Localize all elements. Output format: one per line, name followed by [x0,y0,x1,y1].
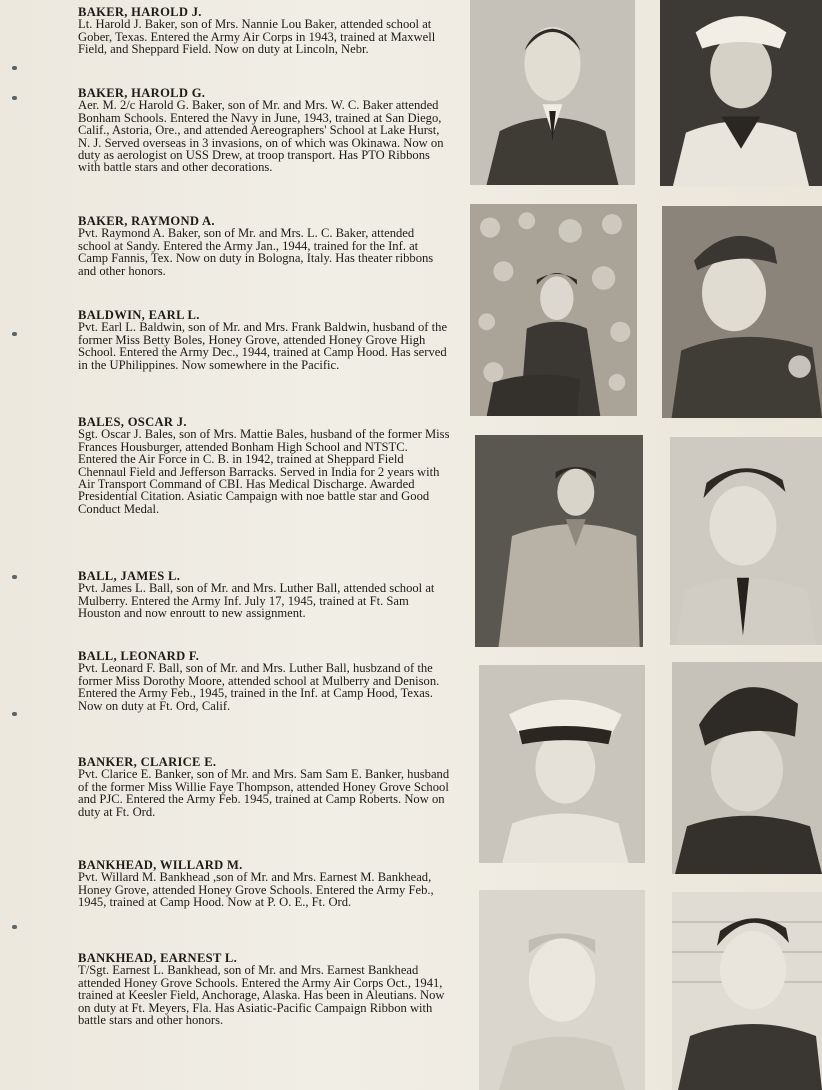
entry-bio: Sgt. Oscar J. Bales, son of Mrs. Mattie Bales, husband of the former Miss Frances Housburger, attended Bonham High School and NTSTC. Entered the Air Force in C. B. in 1942, trained at Sheppard Field Chennaul Field and Jefferson Barracks. Served in India for 2 years with Air Transport Command of CBI. Has Medical Discharge. Awarded Presidential Citation. Asiatic Campaign with noe battle star and Good Conduct Medal. [78,427,450,516]
entry-name: BANKHEAD, WILLARD M. [78,858,243,872]
entry-bio: Pvt. Earl L. Baldwin, son of Mr. and Mrs. Frank Baldwin, husband of the former Miss Betty Boles, Honey Grove, attended Honey Grove High School. Entered the Army Dec., 1944, trained at Camp Hood. Has served in the UPhilippines. Now somewhere in the Pacific. [78,320,448,372]
entry-name: BALL, LEONARD F. [78,649,200,663]
portrait-photo-bankhead-willard-m [479,890,645,1090]
sailor-portrait-image [660,0,822,186]
portrait-photo-ball-leonard-f [672,662,822,874]
entry-bio: Pvt. Clarice E. Banker, son of Mr. and Mrs. Sam Sam E. Banker, husband of the former Miss Willie Faye Thompson, attended Honey Grove School and PJC. Entered the Army Feb. 1945, trained at Camp Roberts. Now on duty at Ft. Ord. [78,767,450,819]
entry-bankhead-willard-m [78,859,450,909]
portrait-photo-baldwin-earl-l [662,206,822,418]
portrait-photo-baker-harold-g [660,0,822,186]
entry-name: BAKER, HAROLD J. [78,5,202,19]
portrait-photo-bankhead-earnest-l [672,892,822,1090]
portrait-photo-bales-oscar-j [475,435,643,647]
portrait-photo-ball-james-l [670,437,822,645]
entry-name: BALDWIN, EARL L. [78,308,200,322]
officer-portrait-image [470,0,635,185]
entry-bio: Lt. Harold J. Baker, son of Mrs. Nannie Lou Baker, attended school at Gober, Texas. Entered the Army Air Corps in 1943, trained at Maxwell Field, and Sheppard Field. Now on duty at Lincoln, Nebr. [78,17,436,57]
garrison-cap-soldier-image [662,206,822,418]
entry-bio: Pvt. Leonard F. Ball, son of Mr. and Mrs. Luther Ball, husbzand of the former Miss Dorothy Moore, attended school at Mulberry and Denison. Entered the Army Feb., 1945, trained in the Inf. at Camp Hood, Texas. Now on duty at Ft. Ord, Calif. [78,661,440,713]
entry-baker-harold-j [78,6,450,56]
entry-bio: Pvt. Raymond A. Baker, son of Mr. and Mrs. L. C. Baker, attended school at Sandy. Entered the Army Jan., 1944, trained for the Inf. at Camp Fannis, Tex. Now on duty in Bologna, Italy. Has theater ribbons and other honors. [78,226,434,278]
entry-bio: Pvt. Willard M. Bankhead ,son of Mr. and Mrs. Earnest M. Bankhead, Honey Grove, attended Honey Grove Schools. Entered the Army Feb., 1945, trained at Camp Hood. Now at P. O. E., Ft. Ord. [78,870,434,910]
entry-bio: Aer. M. 2/c Harold G. Baker, son of Mr. and Mrs. W. C. Baker attended Bonham Schools. Entered the Navy in June, 1943, trained at San Diego, Calif., Astoria, Ore., and attended Aereographers' School at Lake Hurst, N. J. Served overseas in 3 invasions, on of which was Okinawa. Now on duty as aerologist on USS Drew, at troop transport. Has PTO Ribbons with battle stars and other decorations. [78,98,444,175]
entry-name: BANKER, CLARICE E. [78,755,217,769]
entry-banker-clarice-e [78,756,450,818]
smiling-garrison-cap-image [672,662,822,874]
entry-bio: Pvt. James L. Ball, son of Mr. and Mrs. Luther Ball, attended school at Mulberry. Entered the Army Inf. July 17, 1945, trained at Ft. Sam Houston and now enroutt to new assignment. [78,581,435,621]
smiling-soldier-image [672,892,822,1090]
photo-column [462,0,822,1090]
faded-portrait-image [479,890,645,1090]
tie-soldier-image [670,437,822,645]
entry-name: BAKER, RAYMOND A. [78,214,215,228]
entry-ball-leonard-f [78,650,450,712]
entry-name: BALES, OSCAR J. [78,415,187,429]
entry-baker-harold-g [78,87,450,174]
entry-ball-james-l [78,570,450,620]
entry-baldwin-earl-l [78,309,450,371]
portrait-photo-baker-harold-j [470,0,635,185]
entry-name: BALL, JAMES L. [78,569,181,583]
portrait-photo-baker-raymond-a [470,204,637,416]
portrait-photo-banker-clarice-e [479,665,645,863]
service-cap-soldier-image [479,665,645,863]
entry-name: BANKHEAD, EARNEST L. [78,951,238,965]
entry-baker-raymond-a [78,215,450,277]
entry-name: BAKER, HAROLD G. [78,86,206,100]
entry-bio: T/Sgt. Earnest L. Bankhead, son of Mr. and Mrs. Earnest Bankhead attended Honey Grove Schools. Entered the Army Air Corps Oct., 1941, trained at Keesler Field, Anchorage, Alaska. Has been in Aleutians. Now on duty at Ft. Meyers, Fla. Has Asiatic-Pacific Campaign Ribbon with battle stars and other honors. [78,963,445,1028]
seated-soldier-image [470,204,637,416]
entry-bales-oscar-j [78,416,450,515]
standing-soldier-image [475,435,643,647]
entry-bankhead-earnest-l [78,952,450,1026]
